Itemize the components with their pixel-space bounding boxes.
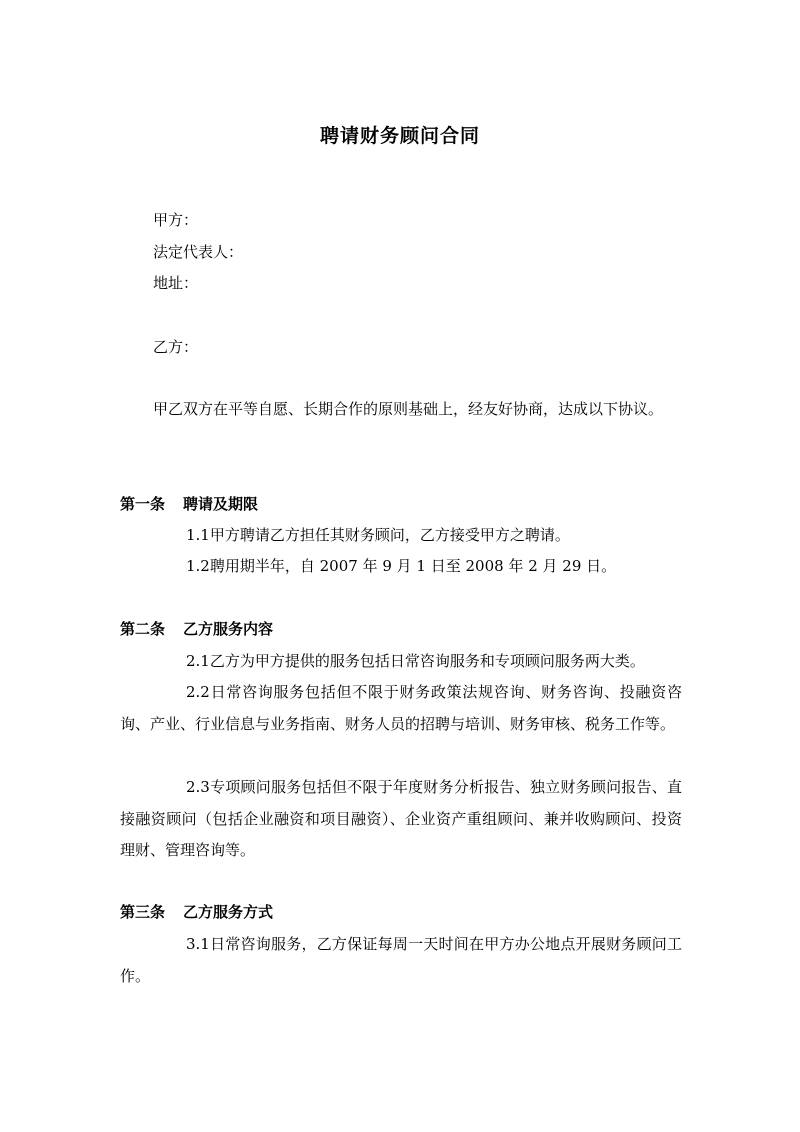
clause-text: 乙方为甲方提供的服务包括日常咨询服务和专项顾问服务两大类。: [209, 652, 645, 670]
clause-text: 专项顾问服务包括但不限于年度财务分析报告、独立财务顾问报告、直接融资顾问（包括企业融资和项目融资）、企业资产重组顾问、兼并收购顾问、投资理财、管理咨询等。: [120, 778, 682, 859]
clause: [120, 551, 690, 582]
clause: [120, 646, 690, 677]
clause-text: 聘用期半年，自 2007 年 9 月 1 日至 2008 年 2 月 29 日。: [209, 557, 617, 575]
clause-number: 1.1: [186, 526, 210, 544]
clause-text: 日常咨询服务，乙方保证每周一天时间在甲方办公地点开展财务顾问工作。: [120, 935, 682, 985]
address-label: 地址：: [153, 274, 199, 292]
clause-text: 甲方聘请乙方担任其财务顾问，乙方接受甲方之聘请。: [209, 526, 570, 544]
clause-number: 2.1: [186, 652, 210, 670]
page-title: 聘请财务顾问合同: [319, 125, 480, 147]
legal-rep-label: 法定代表人：: [153, 243, 244, 261]
section-title: 聘请及期限: [183, 495, 259, 513]
clause: [120, 929, 682, 992]
preamble: 甲乙双方在平等自愿、长期合作的原则基础上，经友好协商，达成以下协议。: [153, 400, 664, 418]
clause-number: 3.1: [186, 935, 210, 953]
clause-text: 日常咨询服务包括但不限于财务政策法规咨询、财务咨询、投融资咨询、产业、行业信息与业务指南、财务人员的招聘与培训、财务审核、税务工作等。: [120, 683, 682, 733]
clause: [120, 520, 690, 551]
clause: [120, 677, 682, 740]
clause-number: 1.2: [186, 557, 210, 575]
section-number: 第一条: [120, 495, 166, 513]
party-b-label: 乙方：: [153, 338, 199, 356]
clause-number: 2.3: [186, 778, 210, 796]
section-number: 第三条: [120, 903, 166, 921]
section-heading: [120, 489, 690, 520]
section-heading: [120, 897, 690, 928]
section-heading: [120, 614, 690, 645]
party-a-label: 甲方：: [153, 211, 199, 229]
clause-number: 2.2: [186, 683, 210, 701]
section-number: 第二条: [120, 620, 166, 638]
clause: [120, 772, 682, 867]
section-title: 乙方服务方式: [183, 903, 274, 921]
section-title: 乙方服务内容: [183, 620, 274, 638]
